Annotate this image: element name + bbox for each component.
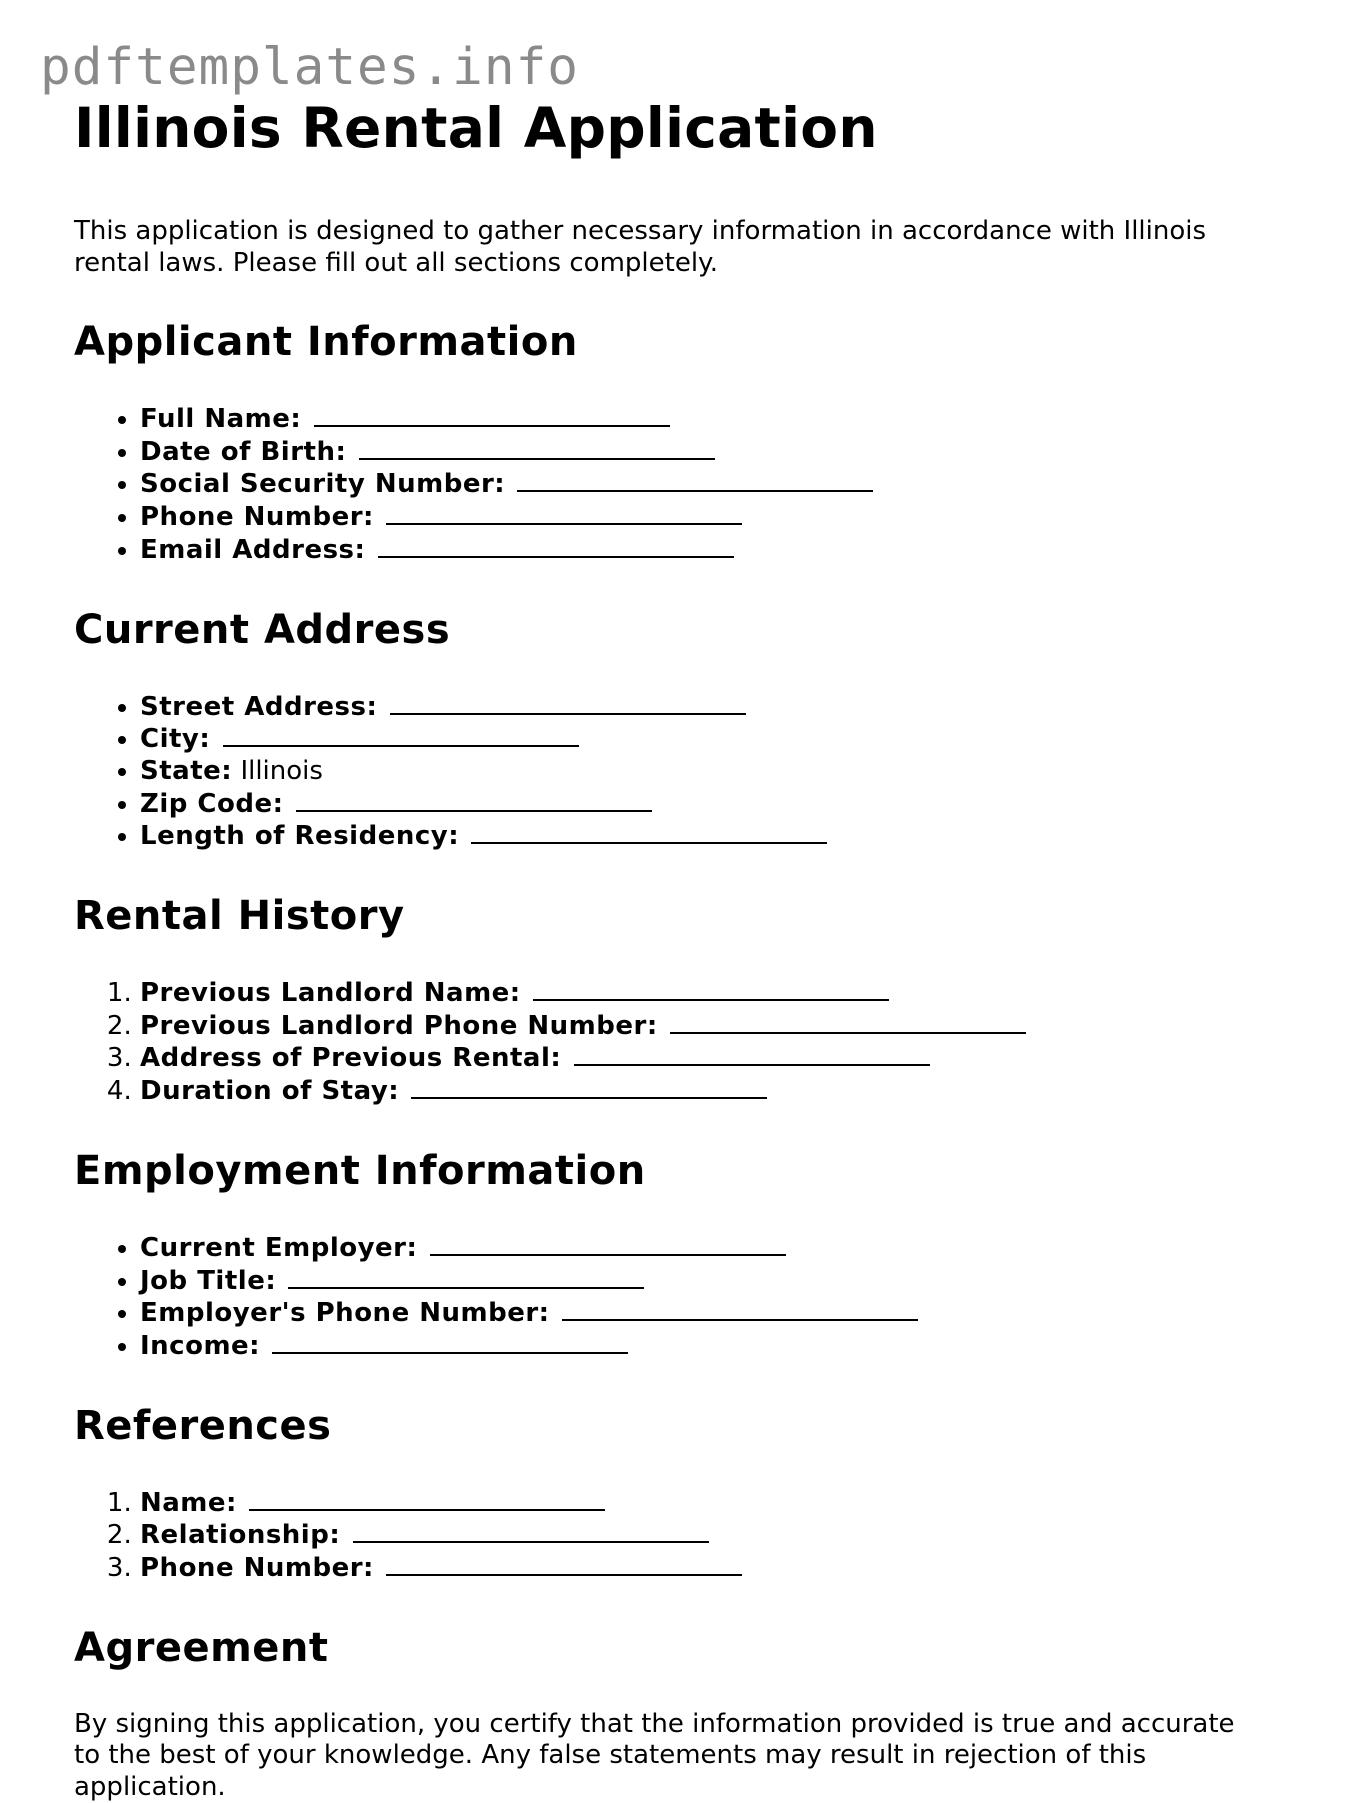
city-field[interactable]: [223, 723, 579, 747]
income-label: Income:: [140, 1330, 261, 1361]
previous-landlord-phone-label: Previous Landlord Phone Number:: [140, 1010, 658, 1041]
previous-rental-address-field[interactable]: [574, 1042, 930, 1066]
email-address-field[interactable]: [378, 534, 734, 558]
ssn-label: Social Security Number:: [140, 469, 506, 500]
previous-landlord-name-field[interactable]: [533, 977, 889, 1001]
reference-name-label: Name:: [140, 1487, 237, 1518]
state-label: State:: [140, 755, 233, 786]
current-address-section-heading: Current Address: [74, 606, 451, 653]
ssn-field[interactable]: [517, 468, 873, 492]
income-field[interactable]: [272, 1330, 628, 1354]
list-item: [140, 1075, 1274, 1108]
list-item: [140, 1265, 1274, 1298]
length-of-residency-label: Length of Residency:: [140, 821, 460, 852]
list-item: [140, 977, 1274, 1010]
page-title: Illinois Rental Application: [74, 96, 878, 160]
list-item: [140, 1010, 1274, 1043]
list-item: [140, 403, 1274, 436]
list-item: [140, 534, 1274, 567]
intro-paragraph: This application is designed to gather necessary information in accordance with Illinois rental laws. Please fill out all sections completely.: [74, 216, 1207, 278]
list-item: [140, 1330, 1274, 1363]
list-item: [140, 1297, 1274, 1330]
state-value: Illinois: [240, 755, 323, 786]
job-title-label: Job Title:: [140, 1265, 277, 1296]
list-item: [140, 1487, 1274, 1520]
list-item: [140, 723, 1274, 756]
list-item: [140, 691, 1274, 724]
document-page: [74, 92, 1274, 1803]
references-section-heading: References: [74, 1402, 332, 1449]
agreement-paragraph: By signing this application, you certify that the information provided is true and accurate to the best of your knowledge. Any false statements may result in rejection of this application.: [74, 1708, 1235, 1802]
phone-number-field[interactable]: [386, 501, 742, 525]
reference-relationship-label: Relationship:: [140, 1520, 341, 1551]
employment-section-heading: Employment Information: [74, 1147, 646, 1194]
length-of-residency-field[interactable]: [471, 820, 827, 844]
list-item: [140, 788, 1274, 821]
zip-code-label: Zip Code:: [140, 788, 284, 819]
full-name-field[interactable]: [314, 403, 670, 427]
previous-rental-address-label: Address of Previous Rental:: [140, 1043, 562, 1074]
reference-name-field[interactable]: [249, 1487, 605, 1511]
current-employer-field[interactable]: [430, 1232, 786, 1256]
references-field-list: [74, 1487, 1274, 1585]
agreement-section-heading: Agreement: [74, 1624, 329, 1671]
current-employer-label: Current Employer:: [140, 1232, 418, 1263]
date-of-birth-label: Date of Birth:: [140, 436, 347, 467]
applicant-section-heading: Applicant Information: [74, 319, 578, 365]
watermark: pdftemplates.info: [40, 38, 579, 97]
employer-phone-label: Employer's Phone Number:: [140, 1298, 550, 1329]
list-item: [140, 756, 1274, 788]
list-item: [140, 1552, 1274, 1585]
city-label: City:: [140, 724, 211, 755]
employer-phone-field[interactable]: [562, 1297, 918, 1321]
list-item: [140, 1232, 1274, 1265]
reference-phone-label: Phone Number:: [140, 1553, 374, 1584]
reference-relationship-field[interactable]: [353, 1519, 709, 1543]
applicant-field-list: [74, 403, 1274, 567]
previous-landlord-name-label: Previous Landlord Name:: [140, 978, 521, 1009]
list-item: [140, 468, 1274, 501]
list-item: [140, 1519, 1274, 1552]
duration-of-stay-field[interactable]: [411, 1075, 767, 1099]
rental-history-section-heading: Rental History: [74, 893, 405, 940]
zip-code-field[interactable]: [296, 788, 652, 812]
email-address-label: Email Address:: [140, 534, 366, 565]
list-item: [140, 1042, 1274, 1075]
job-title-field[interactable]: [288, 1265, 644, 1289]
previous-landlord-phone-field[interactable]: [670, 1010, 1026, 1034]
duration-of-stay-label: Duration of Stay:: [140, 1076, 400, 1107]
list-item: [140, 820, 1274, 853]
rental-history-field-list: [74, 977, 1274, 1108]
current-address-field-list: [74, 691, 1274, 854]
employment-field-list: [74, 1232, 1274, 1363]
street-address-field[interactable]: [390, 691, 746, 715]
full-name-label: Full Name:: [140, 404, 302, 434]
phone-number-label: Phone Number:: [140, 502, 374, 533]
list-item: [140, 436, 1274, 469]
list-item: [140, 501, 1274, 534]
date-of-birth-field[interactable]: [359, 436, 715, 460]
reference-phone-field[interactable]: [386, 1552, 742, 1576]
street-address-label: Street Address:: [140, 691, 378, 722]
